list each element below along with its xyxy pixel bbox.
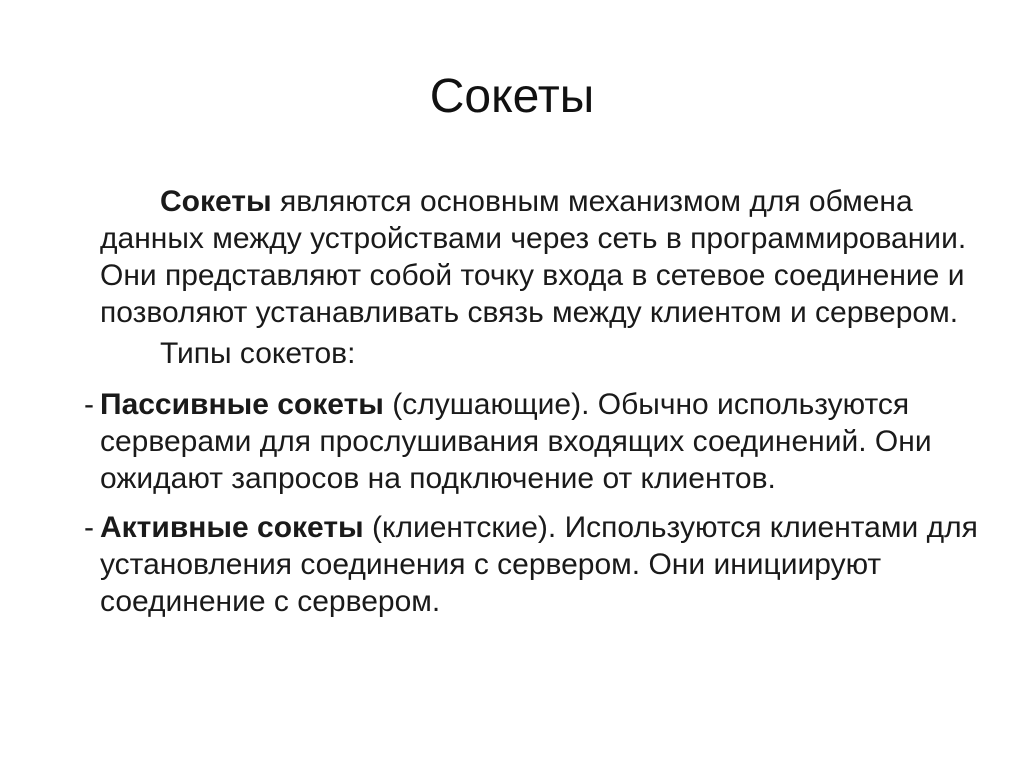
intro-text: являются основным механизмом для обмена данных между устройствами через сеть в программировании. Они представляют собой точку входа в сетевое соединение и позволяют устанавливать связь между клиентом и сервером. <box>100 185 967 329</box>
bullet-term: Пассивные сокеты <box>100 388 384 421</box>
bullet-active <box>84 509 980 620</box>
types-heading: Типы сокетов: <box>160 337 356 370</box>
slide-title: Сокеты <box>429 70 595 123</box>
slide-body <box>84 183 980 620</box>
bullet-passive <box>84 386 980 497</box>
bullet-term: Активные сокеты <box>100 511 364 544</box>
bullet-dash: - <box>84 511 94 544</box>
intro-paragraph <box>100 183 980 331</box>
intro-term: Сокеты <box>160 185 272 218</box>
bullet-text: (слушающие). Обычно используются серверами для прослушивания входящих соединений. Они ожидают запросов на подключение от клиентов. <box>100 388 932 495</box>
bullet-text: (клиентские). Используются клиентами для установления соединения с сервером. Они инициируют соединение с сервером. <box>100 511 978 618</box>
bullet-dash: - <box>84 388 94 421</box>
